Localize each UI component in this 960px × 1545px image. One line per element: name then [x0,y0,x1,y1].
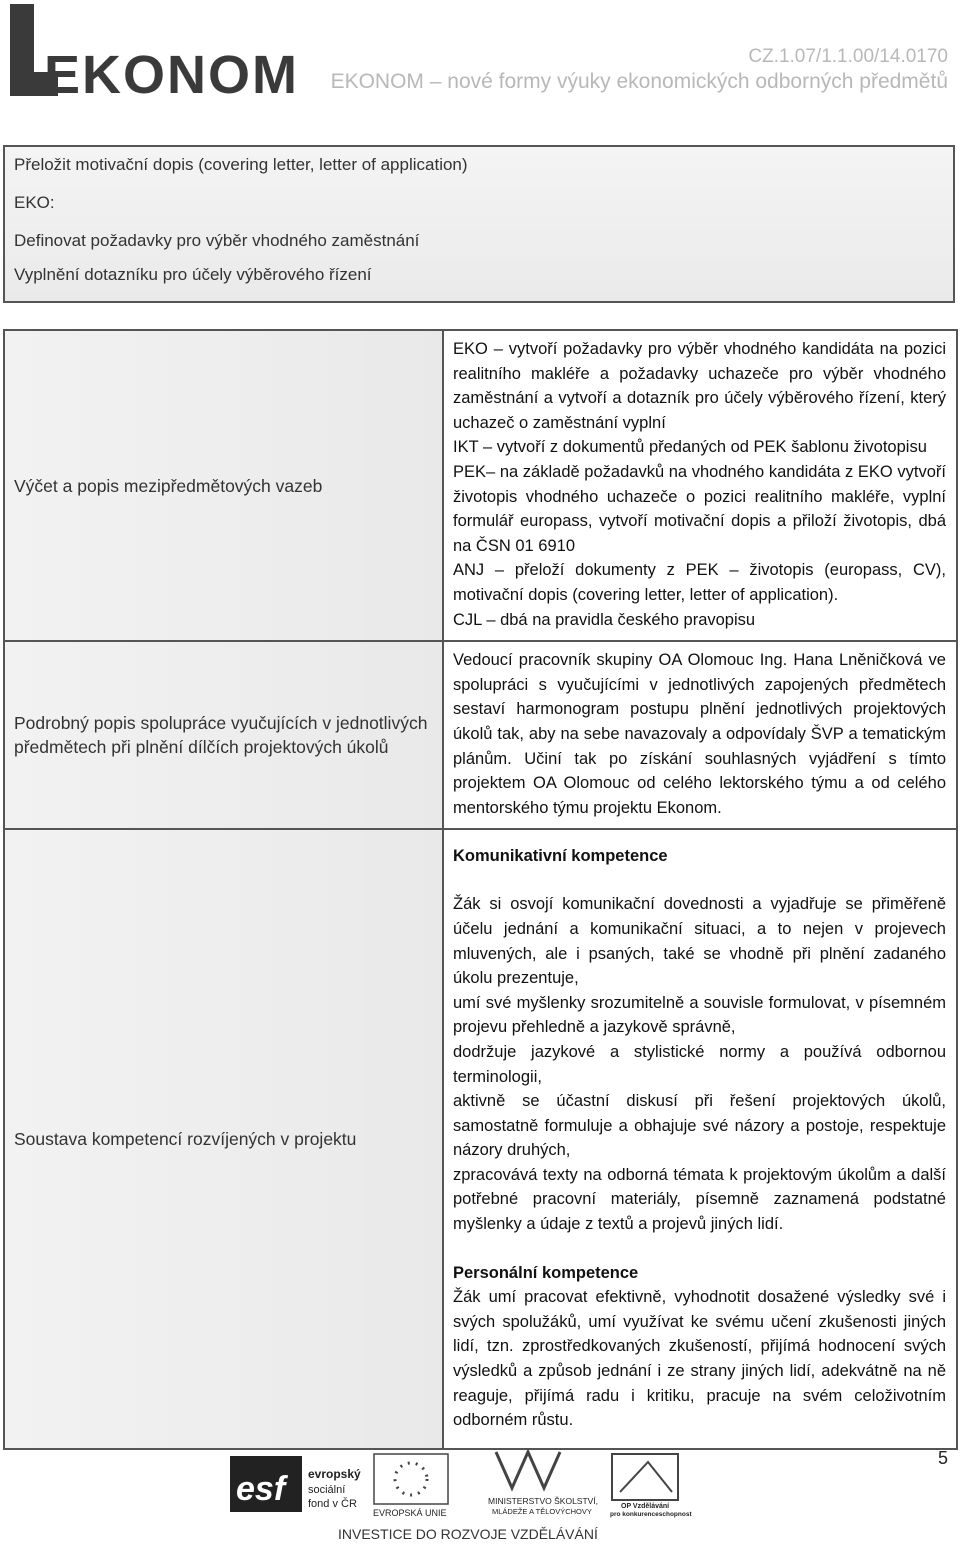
row-content [443,641,957,829]
page-number: 5 [937,1448,948,1468]
table-row [4,330,957,641]
objective-line: EKO: [14,193,55,212]
paragraph: ANJ – přeloží dokumenty z PEK – životopis (europass, CV), motivační dopis (covering letter, letter of application). [453,561,946,604]
svg-text:MINISTERSTVO ŠKOLSTVÍ,: MINISTERSTVO ŠKOLSTVÍ, [488,1496,599,1506]
competence-item: Žák umí pracovat efektivně, vyhodnotit dosažené výsledky své i svých spolužáků, umí využívat ke svému učení zkušenosti jiných lidí, tzn. zprostředkovaných zkušeností, přijímá hodnocení svých výsledků a způsob jednání i ze strany jiných lidí, adekvátně na ně reaguje, přijímá radu i kritiku, pracuje na svém celoživotním odborném růstu. [453,1288,946,1430]
objective-line: Vyplnění dotazníku pro účely výběrového řízení [14,265,372,284]
svg-text:esf: esf [236,1470,286,1508]
svg-text:pro konkurenceschopnost: pro konkurenceschopnost [610,1511,692,1518]
project-table [3,329,958,1450]
table-row [4,829,957,1449]
logo-text: EKONOM [44,45,299,105]
paragraph: IKT – vytvoří z dokumentů předaných od PEK šablonu životopisu [453,438,927,457]
msmt-logo [488,1452,598,1516]
section-title: Komunikativní kompetence [453,846,668,865]
row-label: Podrobný popis spolupráce vyučujících v jednotlivých předmětech při plnění dílčích projektových úkolů [4,641,443,829]
svg-text:MLÁDEŽE A TĚLOVÝCHOVY: MLÁDEŽE A TĚLOVÝCHOVY [492,1507,592,1516]
footer-tagline: INVESTICE DO ROZVOJE VZDĚLÁVÁNÍ [338,1526,598,1542]
objective-line: Definovat požadavky pro výběr vhodného zaměstnání [14,231,420,250]
project-subtitle: EKONOM – nové formy výuky ekonomických odborných předmětů [330,70,948,93]
competence-item: Žák si osvojí komunikační dovednosti a vyjadřuje se přiměřeně účelu jednání a komunikační situaci, a to nejen v projevech mluvených, ale i psaných, také se vhodně při plnění zadaného úkolu prezentuje, [453,895,946,988]
row-content [443,829,957,1449]
objective-line: Přeložit motivační dopis (covering letter, letter of application) [14,155,468,174]
row-label: Výčet a popis mezipředmětových vazeb [4,330,443,641]
paragraph: Vedoucí pracovník skupiny OA Olomouc Ing. Hana Lněničková ve spolupráci s vyučujícími v jednotlivých zapojených předmětech sestaví harmonogram postupu plnění jednotlivých projektových úkolů tak, aby na sebe navazovaly a odpovídaly ŠVP a tematickým plánům. Učiní tak po získání souhlasných vyjádření s tímto projektem OA Olomouc od celého lektorského týmu a od celého mentorského týmu projektu Ekonom. [453,651,946,817]
eu-flag-icon [373,1454,448,1518]
funding-logos [228,1448,698,1518]
competence-item: umí své myšlenky srozumitelně a souvisle formulovat, v písemném projevu přehledně a jazykově správně, [453,993,946,1037]
table-row [4,641,957,829]
competence-item: zpracovává texty na odborná témata k projektovým úkolům a další potřebné pracovní materiály, písemně zaznamená podstatné myšlenky a údaje z textů a projevů jiných lidí. [453,1165,946,1234]
project-code: CZ.1.07/1.1.00/14.0170 [748,46,948,67]
competence-item: dodržuje jazykové a stylistické normy a používá odbornou terminologii, [453,1042,946,1086]
esf-logo [230,1456,361,1512]
svg-text:fond v ČR: fond v ČR [308,1498,357,1510]
svg-text:evropský: evropský [308,1467,361,1481]
svg-text:sociální: sociální [308,1484,346,1496]
paragraph: PEK– na základě požadavků na vhodného kandidáta z EKO vytvoří životopis vhodného uchazeče o pozici realitního makléře, vyplní formulář europass, vytvoří motivační dopis a přiloží životopis, dbá na ČSN 01 6910 [453,462,946,555]
paragraph: EKO – vytvoří požadavky pro výběr vhodného kandidáta na pozici realitního makléře a požadavky uchazeče pro výběr vhodného zaměstnání a vytvoří a dotazník pro účely výběrového řízení, který uchazeč o zaměstnání vyplní [453,340,946,432]
row-label: Soustava kompetencí rozvíjených v projektu [4,829,443,1449]
svg-text:OP Vzdělávání: OP Vzdělávání [621,1503,670,1510]
svg-text:EVROPSKÁ UNIE: EVROPSKÁ UNIE [373,1508,447,1518]
competence-item: aktivně se účastní diskusí při řešení projektových úkolů, samostatně formuluje a obhajuje své názory a postoje, respektuje názory druhých, [453,1092,946,1160]
objectives-box [3,145,955,303]
row-content [443,330,957,641]
ekonom-logo [10,4,300,105]
op-logo [610,1454,692,1518]
section-title: Personální kompetence [453,1263,639,1282]
paragraph: CJL – dbá na pravidla českého pravopisu [453,610,756,629]
